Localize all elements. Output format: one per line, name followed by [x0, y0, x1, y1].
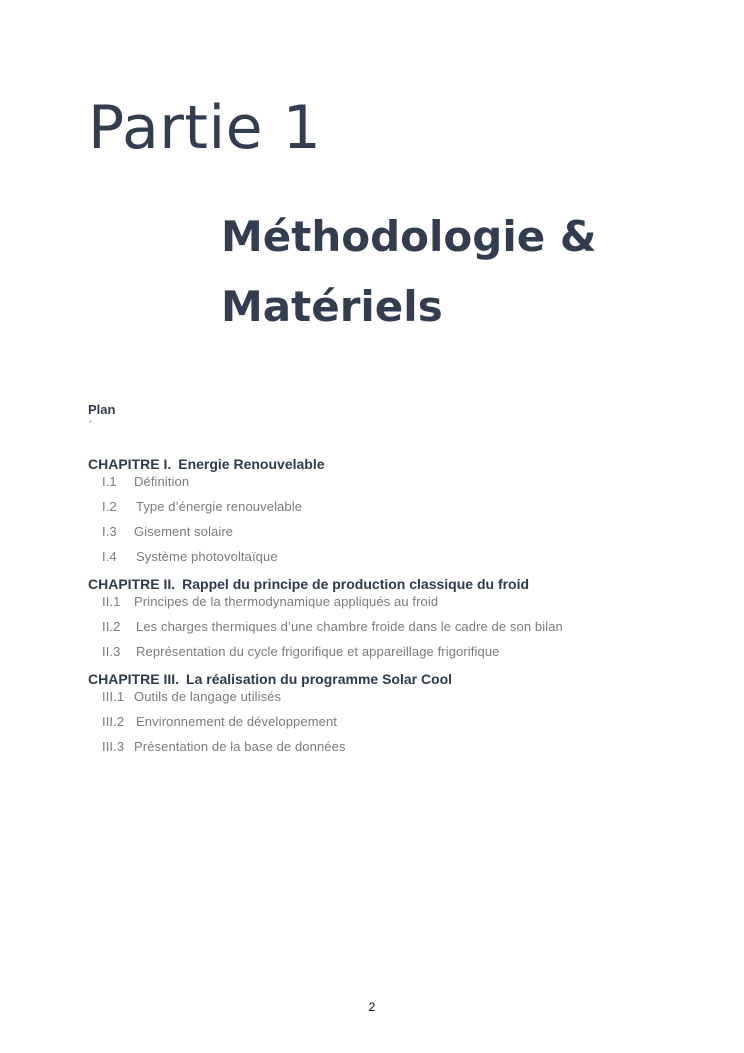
- section-title: Système photovoltaïque: [136, 549, 278, 564]
- section-title: Gisement solaire: [134, 524, 234, 539]
- main-title: [221, 202, 596, 342]
- table-of-contents: [88, 455, 688, 765]
- chapter-heading: [88, 670, 688, 688]
- plan-label: Plan: [88, 402, 116, 417]
- section-title: Environnement de développement: [136, 714, 338, 729]
- section-number: II.2: [102, 619, 121, 634]
- page-number: 2: [368, 1000, 376, 1014]
- section-title: Présentation de la base de données: [134, 739, 346, 754]
- toc-entry: [88, 593, 688, 618]
- toc-entry: [88, 643, 688, 661]
- chapter-2: [88, 575, 688, 661]
- chapter-3: [88, 670, 688, 756]
- section-number: I.2: [102, 499, 117, 514]
- chapter-heading: [88, 455, 688, 473]
- section-title: Les charges thermiques d’une chambre froide dans le cadre de son bilan: [136, 619, 563, 634]
- part-title: Partie 1: [88, 93, 322, 163]
- section-number: III.2: [102, 714, 125, 729]
- toc-entry: [88, 548, 688, 566]
- chapter-heading: [88, 575, 688, 593]
- main-title-line-1: Méthodologie &: [221, 212, 597, 261]
- chapter-1: [88, 455, 688, 566]
- chapter-title: La réalisation du programme Solar Cool: [186, 671, 453, 687]
- toc-entry: [88, 713, 688, 738]
- chapter-number: CHAPITRE III.: [88, 671, 180, 687]
- section-title: Type d’énergie renouvelable: [136, 499, 303, 514]
- section-number: II.1: [102, 594, 121, 609]
- toc-entry: [88, 738, 688, 756]
- section-title: Représentation du cycle frigorifique et appareillage frigorifique: [136, 644, 500, 659]
- toc-entry: [88, 688, 688, 713]
- section-title: Définition: [134, 474, 190, 489]
- chapter-title: Energie Renouvelable: [178, 456, 325, 472]
- toc-entry: [88, 498, 688, 523]
- chapter-title: Rappel du principe de production classique du froid: [182, 576, 530, 592]
- main-title-line-2: Matériels: [221, 282, 443, 331]
- section-number: III.1: [102, 689, 125, 704]
- chapter-number: CHAPITRE I.: [88, 456, 172, 472]
- section-number: I.3: [102, 524, 117, 539]
- section-number: II.3: [102, 644, 121, 659]
- section-number: III.3: [102, 739, 125, 754]
- plan-mark: ´: [89, 420, 93, 432]
- toc-entry: [88, 473, 688, 498]
- toc-entry: [88, 523, 688, 548]
- chapter-number: CHAPITRE II.: [88, 576, 176, 592]
- section-title: Outils de langage utilisés: [134, 689, 282, 704]
- toc-entry: [88, 618, 688, 643]
- section-number: I.4: [102, 549, 117, 564]
- section-number: I.1: [102, 474, 117, 489]
- section-title: Principes de la thermodynamique appliqués au froid: [134, 594, 439, 609]
